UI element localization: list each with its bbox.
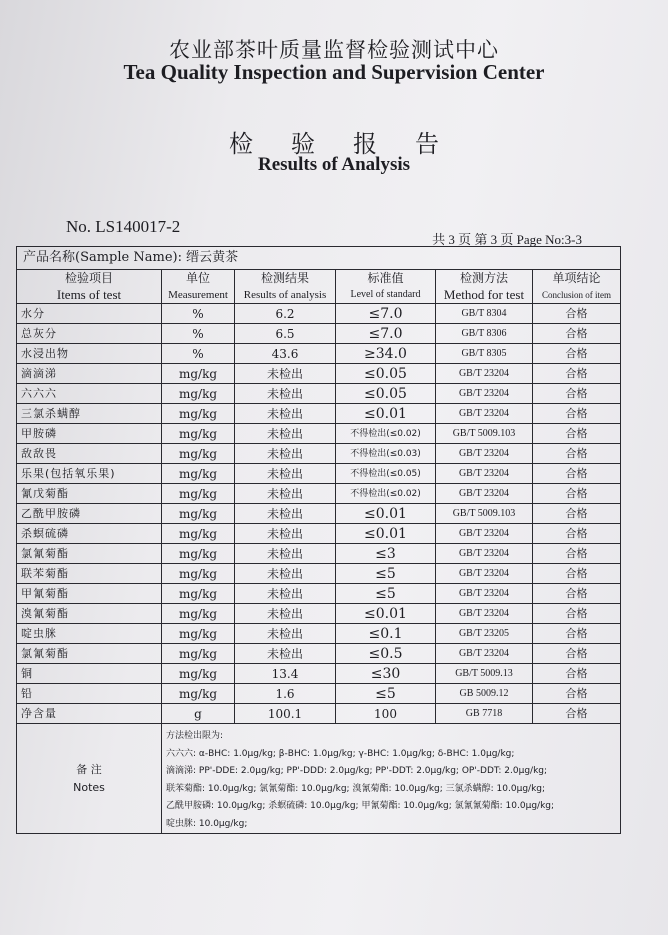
table-row xyxy=(17,424,621,444)
org-name-en: Tea Quality Inspection and Supervision Center xyxy=(123,60,545,84)
method-cell: GB/T 5009.13 xyxy=(436,664,533,684)
table-row xyxy=(17,304,621,324)
sample-name-value: 缙云黄茶 xyxy=(186,250,239,265)
result-cell: 1.6 xyxy=(235,684,336,704)
standard-cell: ≤5 xyxy=(336,564,436,584)
standard-cell: ≤0.01 xyxy=(336,524,436,544)
method-cell: GB/T 23204 xyxy=(436,584,533,604)
col-conclusion-en: Conclusion of item xyxy=(533,286,621,304)
table-row xyxy=(17,344,621,364)
result-cell: 未检出 xyxy=(235,624,336,644)
conclusion-cell: 合格 xyxy=(533,504,621,524)
method-cell: GB/T 23204 xyxy=(436,404,533,424)
standard-cell: ≤0.01 xyxy=(336,404,436,424)
standard-cell: ≤30 xyxy=(336,664,436,684)
result-cell: 未检出 xyxy=(235,504,336,524)
conclusion-cell: 合格 xyxy=(533,324,621,344)
conclusion-cell: 合格 xyxy=(533,664,621,684)
unit-cell: mg/kg xyxy=(162,564,235,584)
item-cell: 水浸出物 xyxy=(17,344,162,364)
conclusion-cell: 合格 xyxy=(533,564,621,584)
notes-label-cell xyxy=(17,724,162,834)
method-cell: GB/T 8304 xyxy=(436,304,533,324)
item-cell: 水分 xyxy=(17,304,162,324)
result-cell: 6.2 xyxy=(235,304,336,324)
result-cell: 未检出 xyxy=(235,464,336,484)
unit-cell: g xyxy=(162,704,235,724)
results-table xyxy=(16,246,621,834)
table-row xyxy=(17,644,621,664)
standard-cell: ≤5 xyxy=(336,684,436,704)
table-row xyxy=(17,484,621,504)
conclusion-cell: 合格 xyxy=(533,404,621,424)
col-unit-cn: 单位 xyxy=(162,270,235,287)
unit-cell: mg/kg xyxy=(162,484,235,504)
table-row xyxy=(17,364,621,384)
item-cell: 氰戊菊酯 xyxy=(17,484,162,504)
table-row xyxy=(17,704,621,724)
item-cell: 溴氰菊酯 xyxy=(17,604,162,624)
conclusion-cell: 合格 xyxy=(533,384,621,404)
standard-cell: 不得检出(≤0.05) xyxy=(336,464,436,484)
conclusion-cell: 合格 xyxy=(533,304,621,324)
col-result-cn: 检测结果 xyxy=(235,270,336,287)
method-cell: GB/T 5009.103 xyxy=(436,424,533,444)
standard-cell: ≤0.05 xyxy=(336,384,436,404)
standard-cell: ≤0.05 xyxy=(336,364,436,384)
table-row xyxy=(17,664,621,684)
conclusion-cell: 合格 xyxy=(533,424,621,444)
notes-label-en: Notes xyxy=(73,780,105,794)
item-cell: 三氯杀螨醇 xyxy=(17,404,162,424)
col-standard-en: Level of standard xyxy=(336,286,436,304)
unit-cell: mg/kg xyxy=(162,424,235,444)
method-cell: GB/T 23204 xyxy=(436,524,533,544)
col-method-en: Method for test xyxy=(436,286,533,304)
unit-cell: mg/kg xyxy=(162,644,235,664)
conclusion-cell: 合格 xyxy=(533,584,621,604)
method-cell: GB/T 8305 xyxy=(436,344,533,364)
result-cell: 6.5 xyxy=(235,324,336,344)
notes-line: 六六六: α-BHC: 1.0μg/kg; β-BHC: 1.0μg/kg; γ-BHC: 1.0μg/kg; δ-BHC: 1.0μg/kg; xyxy=(166,748,515,759)
conclusion-cell: 合格 xyxy=(533,364,621,384)
table-row xyxy=(17,564,621,584)
notes-label-cn: 备 注 xyxy=(76,762,102,776)
table-row xyxy=(17,624,621,644)
method-cell: GB/T 23204 xyxy=(436,644,533,664)
col-conclusion-cn: 单项结论 xyxy=(533,270,621,287)
result-cell: 43.6 xyxy=(235,344,336,364)
table-row xyxy=(17,544,621,564)
result-cell: 13.4 xyxy=(235,664,336,684)
unit-cell: % xyxy=(162,324,235,344)
conclusion-cell: 合格 xyxy=(533,624,621,644)
col-unit-en: Measurement xyxy=(162,286,235,304)
unit-cell: mg/kg xyxy=(162,464,235,484)
method-cell: GB/T 23205 xyxy=(436,624,533,644)
method-cell: GB/T 23204 xyxy=(436,384,533,404)
item-cell: 铅 xyxy=(17,684,162,704)
item-cell: 甲胺磷 xyxy=(17,424,162,444)
result-cell: 未检出 xyxy=(235,564,336,584)
result-cell: 未检出 xyxy=(235,604,336,624)
col-method-cn: 检测方法 xyxy=(436,270,533,287)
col-standard-cn: 标准值 xyxy=(336,270,436,287)
unit-cell: mg/kg xyxy=(162,544,235,564)
item-cell: 氯氰菊酯 xyxy=(17,544,162,564)
method-cell: GB 7718 xyxy=(436,704,533,724)
item-cell: 联苯菊酯 xyxy=(17,564,162,584)
notes-line: 滴滴涕: PP'-DDE: 2.0μg/kg; PP'-DDD: 2.0μg/kg; PP'-DDT: 2.0μg/kg; OP'-DDT: 2.0μg/kg; xyxy=(166,766,548,776)
header-row-cn xyxy=(17,270,621,287)
table-row xyxy=(17,604,621,624)
result-cell: 未检出 xyxy=(235,584,336,604)
method-cell: GB/T 5009.103 xyxy=(436,504,533,524)
standard-cell: ≥34.0 xyxy=(336,344,436,364)
method-cell: GB/T 23204 xyxy=(436,544,533,564)
notes-line: 啶虫脒: 10.0μg/kg; xyxy=(166,818,248,829)
col-item-en: Items of test xyxy=(17,286,162,304)
result-cell: 未检出 xyxy=(235,404,336,424)
sample-name-label: 产品名称(Sample Name): xyxy=(23,250,182,265)
standard-cell: ≤0.01 xyxy=(336,504,436,524)
unit-cell: mg/kg xyxy=(162,624,235,644)
unit-cell: mg/kg xyxy=(162,504,235,524)
table-row xyxy=(17,444,621,464)
conclusion-cell: 合格 xyxy=(533,344,621,364)
table-row xyxy=(17,504,621,524)
item-cell: 杀螟硫磷 xyxy=(17,524,162,544)
item-cell: 敌敌畏 xyxy=(17,444,162,464)
item-cell: 净含量 xyxy=(17,704,162,724)
result-cell: 未检出 xyxy=(235,544,336,564)
unit-cell: mg/kg xyxy=(162,684,235,704)
unit-cell: mg/kg xyxy=(162,444,235,464)
standard-cell: ≤5 xyxy=(336,584,436,604)
result-cell: 未检出 xyxy=(235,484,336,504)
table-row xyxy=(17,384,621,404)
unit-cell: mg/kg xyxy=(162,384,235,404)
result-cell: 未检出 xyxy=(235,524,336,544)
item-cell: 乙酰甲胺磷 xyxy=(17,504,162,524)
page-number: 共 3 页 第 3 页 Page No:3-3 xyxy=(432,232,582,247)
result-cell: 未检出 xyxy=(235,444,336,464)
standard-cell: 不得检出(≤0.02) xyxy=(336,484,436,504)
item-cell: 氯氰菊酯 xyxy=(17,644,162,664)
report-title-en: Results of Analysis xyxy=(257,154,411,175)
item-cell: 啶虫脒 xyxy=(17,624,162,644)
item-cell: 铜 xyxy=(17,664,162,684)
result-cell: 100.1 xyxy=(235,704,336,724)
notes-line: 乙酰甲胺磷: 10.0μg/kg; 杀螟硫磷: 10.0μg/kg; 甲氰菊酯: 10.0μg/kg; 氯氰氰菊酯: 10.0μg/kg; xyxy=(166,801,555,811)
item-cell: 滴滴涕 xyxy=(17,364,162,384)
result-cell: 未检出 xyxy=(235,364,336,384)
unit-cell: mg/kg xyxy=(162,584,235,604)
method-cell: GB 5009.12 xyxy=(436,684,533,704)
sample-name-cell xyxy=(17,247,621,270)
conclusion-cell: 合格 xyxy=(533,444,621,464)
table-row xyxy=(17,464,621,484)
result-cell: 未检出 xyxy=(235,424,336,444)
conclusion-cell: 合格 xyxy=(533,524,621,544)
method-cell: GB/T 23204 xyxy=(436,604,533,624)
item-cell: 甲氰菊酯 xyxy=(17,584,162,604)
method-cell: GB/T 23204 xyxy=(436,564,533,584)
table-row xyxy=(17,524,621,544)
conclusion-cell: 合格 xyxy=(533,644,621,664)
standard-cell: ≤0.01 xyxy=(336,604,436,624)
conclusion-cell: 合格 xyxy=(533,484,621,504)
unit-cell: mg/kg xyxy=(162,364,235,384)
method-cell: GB/T 23204 xyxy=(436,444,533,464)
report-number: No. LS140017-2 xyxy=(66,217,181,236)
notes-row xyxy=(17,724,621,834)
notes-body xyxy=(162,724,621,834)
org-name-cn: 农业部茶叶质量监督检验测试中心 xyxy=(169,38,499,62)
method-cell: GB/T 23204 xyxy=(436,464,533,484)
standard-cell: ≤0.1 xyxy=(336,624,436,644)
conclusion-cell: 合格 xyxy=(533,684,621,704)
table-row xyxy=(17,684,621,704)
method-cell: GB/T 23204 xyxy=(436,364,533,384)
standard-cell: ≤7.0 xyxy=(336,324,436,344)
conclusion-cell: 合格 xyxy=(533,464,621,484)
standard-cell: ≤3 xyxy=(336,544,436,564)
notes-line: 方法检出限为: xyxy=(166,731,224,741)
result-cell: 未检出 xyxy=(235,384,336,404)
item-cell: 乐果(包括氧乐果) xyxy=(17,464,162,484)
unit-cell: mg/kg xyxy=(162,524,235,544)
standard-cell: ≤0.5 xyxy=(336,644,436,664)
header-row-en xyxy=(17,286,621,304)
table-row xyxy=(17,404,621,424)
unit-cell: % xyxy=(162,304,235,324)
col-result-en: Results of analysis xyxy=(235,286,336,304)
unit-cell: mg/kg xyxy=(162,664,235,684)
item-cell: 总灰分 xyxy=(17,324,162,344)
result-cell: 未检出 xyxy=(235,644,336,664)
method-cell: GB/T 8306 xyxy=(436,324,533,344)
unit-cell: mg/kg xyxy=(162,604,235,624)
conclusion-cell: 合格 xyxy=(533,704,621,724)
standard-cell: 不得检出(≤0.03) xyxy=(336,444,436,464)
unit-cell: % xyxy=(162,344,235,364)
notes-line: 联苯菊酯: 10.0μg/kg; 氯氰菊酯: 10.0μg/kg; 溴氰菊酯: 10.0μg/kg; 三氯杀螨醇: 10.0μg/kg; xyxy=(166,783,546,794)
report-title-cn: 检验报告 xyxy=(229,130,477,158)
table-row xyxy=(17,584,621,604)
item-cell: 六六六 xyxy=(17,384,162,404)
table-row xyxy=(17,324,621,344)
standard-cell: 不得检出(≤0.02) xyxy=(336,424,436,444)
method-cell: GB/T 23204 xyxy=(436,484,533,504)
standard-cell: 100 xyxy=(336,704,436,724)
col-item-cn: 检验项目 xyxy=(17,270,162,287)
unit-cell: mg/kg xyxy=(162,404,235,424)
conclusion-cell: 合格 xyxy=(533,604,621,624)
standard-cell: ≤7.0 xyxy=(336,304,436,324)
conclusion-cell: 合格 xyxy=(533,544,621,564)
